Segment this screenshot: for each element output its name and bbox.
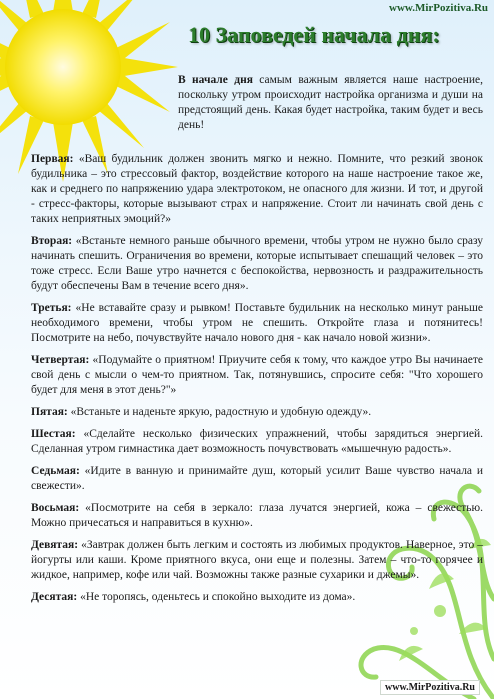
commandment-lead: Первая:: [31, 153, 74, 165]
site-url-top: www.MirPozitiva.Ru: [389, 2, 488, 14]
commandment-item: [31, 590, 483, 605]
commandment-text: «Завтрак должен быть легким и состоять из любимых продуктов. Наверное, это – йогурты или каши. Кроме приятного вкуса, они еще и полезны. Затем – что-то горячее и жидкое, например, кофе или чай. Возможны также разные сухарики и джемы».: [31, 539, 483, 581]
commandment-text: «Не торопясь, оденьтесь и спокойно выходите из дома».: [77, 591, 356, 603]
intro-paragraph: [178, 73, 483, 133]
intro-lead: В начале дня: [178, 74, 253, 86]
commandment-item: [31, 234, 483, 294]
commandment-lead: Пятая:: [31, 406, 68, 418]
commandment-text: «Идите в ванную и принимайте душ, который усилит Ваше чувство начала и свежести».: [31, 465, 483, 492]
commandment-lead: Девятая:: [31, 539, 79, 551]
commandment-text: «Подумайте о приятном! Приучите себя к тому, что каждое утро Вы начинаете свой день с мысли о чем-то приятном. Так, потянувшись, спросите себя: "Что хорошего будет для меня в этот день?"»: [31, 354, 483, 396]
commandment-item: [31, 405, 483, 420]
commandment-lead: Десятая:: [31, 591, 78, 603]
commandment-lead: Восьмая:: [31, 502, 80, 514]
commandment-item: [31, 501, 483, 531]
commandment-item: [31, 464, 483, 494]
commandment-text: «Встаньте и наденьте яркую, радостную и удобную одежду».: [67, 406, 372, 418]
commandment-item: [31, 538, 483, 583]
site-url-bottom: www.MirPozitiva.Ru: [380, 680, 480, 695]
commandment-lead: Вторая:: [31, 235, 73, 247]
commandment-item: [31, 301, 483, 346]
commandment-item: [31, 427, 483, 457]
commandment-text: «Встаньте немного раньше обычного времени, чтобы утром не нужно было сразу начинать спешить. Ограничения во времени, которые испытывает спешащий человек – это тоже стресс. Если Ваше утро начнется с беспокойства, нервозность и раздражительность будут обеспечены Вам в течение всего дня».: [31, 235, 483, 292]
commandment-lead: Четвертая:: [31, 354, 90, 366]
commandment-item: [31, 152, 483, 227]
commandment-text: «Не вставайте сразу и рывком! Поставьте будильник на несколько минут раньше необходимого времени, чтобы утром не спешить. Откройте глаза и потянитесь! Посмотрите на небо, почувствуйте начало нового дня - как начало новой жизни».: [31, 302, 483, 344]
page-title: 10 Заповедей начала дня:: [188, 22, 440, 47]
commandment-lead: Шестая:: [31, 428, 76, 440]
commandment-lead: Третья:: [31, 302, 72, 314]
commandments-list: [31, 152, 483, 612]
commandment-item: [31, 353, 483, 398]
commandment-text: «Сделайте несколько физических упражнений, чтобы зарядиться энергией. Сделанная утром гимнастика дает возможность почувствовать «мышечную радость».: [31, 428, 483, 455]
commandment-text: «Ваш будильник должен звонить мягко и нежно. Помните, что резкий звонок будильника – это стрессовый фактор, воздействие которого на наше настроение такое же, как и среднего по напряжению удара электротоком, не опасного для жизни. И тот, и другой - стресс-факторы, которые вызывают страх и напряжение. Стоит ли начинать свой день с таких неприятных эмоций?»: [31, 153, 483, 225]
intro-text: самым важным является наше настроение, поскольку утром происходит настройка организма и души на предстоящий день. Какая будет настройка, таким будет и весь день!: [178, 74, 483, 131]
commandment-text: «Посмотрите на себя в зеркало: глаза лучатся энергией, кожа – свежестью. Можно причесаться и направиться в кухню».: [31, 502, 483, 529]
commandment-lead: Седьмая:: [31, 465, 80, 477]
